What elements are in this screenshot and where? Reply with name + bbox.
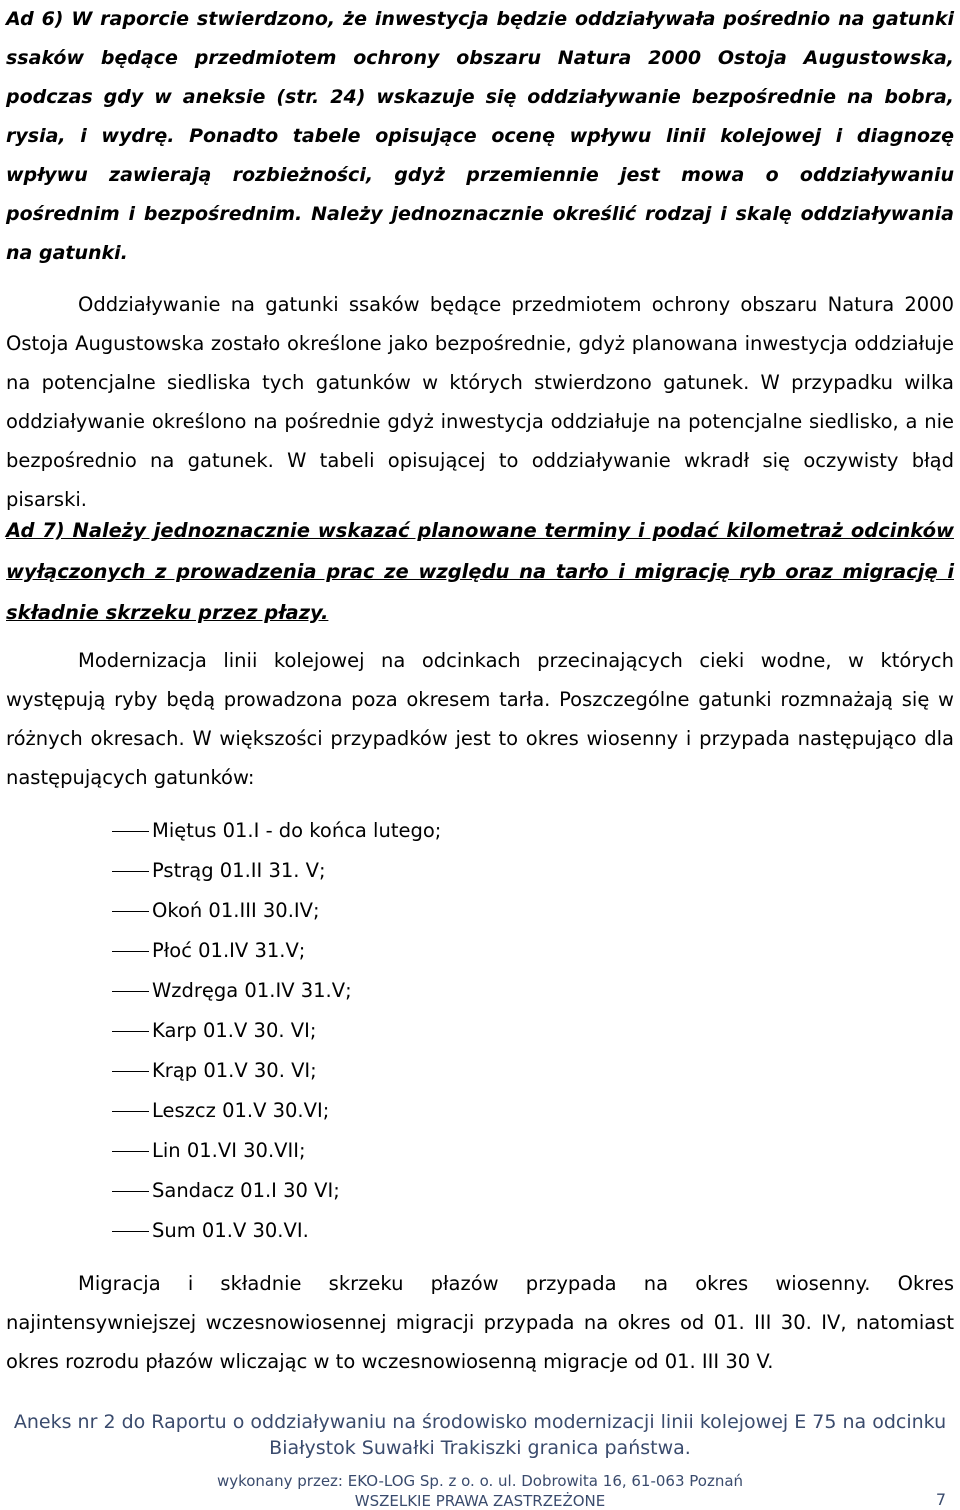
dash-bullet-icon — [112, 1231, 149, 1232]
list-item — [6, 1016, 606, 1046]
amphibians-section — [6, 1264, 954, 1381]
species-text: Sandacz 01.I 30 VI; — [152, 1179, 340, 1202]
ad6-answer: Oddziaływanie na gatunki ssaków będące przedmiotem ochrony obszaru Natura 2000 Ostoja Augustowska zostało określone jako bezpośrednie, gdyż planowana inwestycja oddziałuje na potencjalne siedliska tych gatunków w których stwierdzono gatunek. W przypadku wilka oddziaływanie określono na pośrednie gdyż inwestycja oddziałuje na potencjalne siedlisko, a nie bezpośrednio na gatunek. W tabeli opisującej to oddziaływanie wkradł się oczywisty błąd pisarski. — [6, 293, 954, 511]
ad6-section — [6, 0, 954, 273]
species-text: Krąp 01.V 30. VI; — [152, 1059, 317, 1082]
dash-bullet-icon — [112, 871, 149, 872]
ad6-answer-section — [6, 285, 954, 519]
species-list — [6, 816, 954, 1242]
list-item — [6, 976, 606, 1006]
dash-bullet-icon — [112, 911, 149, 912]
page-number: 7 — [935, 1490, 946, 1509]
dash-bullet-icon — [112, 951, 149, 952]
ad7-answer-section — [6, 641, 954, 797]
species-text: Okoń 01.III 30.IV; — [152, 899, 320, 922]
footer-title: Aneks nr 2 do Raportu o oddziaływaniu na środowisko modernizacji linii kolejowej E 75 na odcinku — [13, 1411, 947, 1433]
dash-bullet-icon — [112, 1191, 149, 1192]
dash-bullet-icon — [112, 1031, 149, 1032]
species-text: Karp 01.V 30. VI; — [152, 1019, 317, 1042]
species-text: Leszcz 01.V 30.VI; — [152, 1099, 330, 1122]
dash-bullet-icon — [112, 1071, 149, 1072]
list-item — [6, 1176, 606, 1206]
ad6-heading: Ad 6) W raporcie stwierdzono, że inwestycja będzie oddziaływała pośrednio na gatunki ssaków będące przedmiotem ochrony obszaru Natura 2000 Ostoja Augustowska, podczas gdy w aneksie (str. 24) wskazuje się oddziaływanie bezpośrednie na bobra, rysia, i wydrę. Ponadto tabele opisujące ocenę wpływu linii kolejowej i diagnozę wpływu zawierają rozbieżności, gdyż przemiennie jest mowa o oddziaływaniu pośrednim i bezpośrednim. Należy jednoznacznie określić rodzaj i skalę oddziaływania na gatunki. — [6, 8, 954, 264]
footer-author: wykonany przez: EKO-LOG Sp. z o. o. ul. Dobrowita 16, 61-063 Poznań — [216, 1472, 744, 1490]
amphibians-paragraph: Migracja i składnie skrzeku płazów przypada na okres wiosenny. Okres najintensywniejszej wczesnowiosennej migracji przypada na okres od 01. III 30. IV, natomiast okres rozrodu płazów wliczając w to wczesnowiosenną migracje od 01. III 30 V. — [6, 1272, 954, 1373]
species-text: Wzdręga 01.IV 31.V; — [152, 979, 352, 1002]
list-item — [6, 856, 606, 886]
species-text: Pstrąg 01.II 31. V; — [152, 859, 326, 882]
ad7-answer: Modernizacja linii kolejowej na odcinkach przecinających cieki wodne, w których występują ryby będą prowadzona poza okresem tarła. Poszczególne gatunki rozmnażają się w różnych okresach. W większości przypadków jest to okres wiosenny i przypada następująco dla następujących gatunków: — [6, 649, 954, 789]
species-text: Sum 01.V 30.VI. — [152, 1219, 309, 1242]
list-item — [6, 816, 606, 846]
list-item — [6, 1096, 606, 1126]
list-item — [6, 1216, 606, 1246]
ad7-section — [6, 510, 954, 633]
ad7-heading: Ad 7) Należy jednoznacznie wskazać planowane terminy i podać kilometraż odcinków wyłączonych z prowadzenia prac ze względu na tarło i migrację ryb oraz migrację i składnie skrzeku przez płazy. — [6, 519, 954, 624]
footer-route: Białystok Suwałki Trakiszki granica państwa. — [269, 1437, 691, 1459]
species-text: Płoć 01.IV 31.V; — [152, 939, 306, 962]
dash-bullet-icon — [112, 1111, 149, 1112]
list-item — [6, 1136, 606, 1166]
list-item — [6, 936, 606, 966]
list-item — [6, 1056, 606, 1086]
footer-rights: WSZELKIE PRAWA ZASTRZEŻONE — [354, 1492, 606, 1510]
dash-bullet-icon — [112, 1151, 149, 1152]
dash-bullet-icon — [112, 991, 149, 992]
list-item — [6, 896, 606, 926]
dash-bullet-icon — [112, 831, 149, 832]
species-text: Miętus 01.I - do końca lutego; — [152, 819, 442, 842]
species-text: Lin 01.VI 30.VII; — [152, 1139, 306, 1162]
